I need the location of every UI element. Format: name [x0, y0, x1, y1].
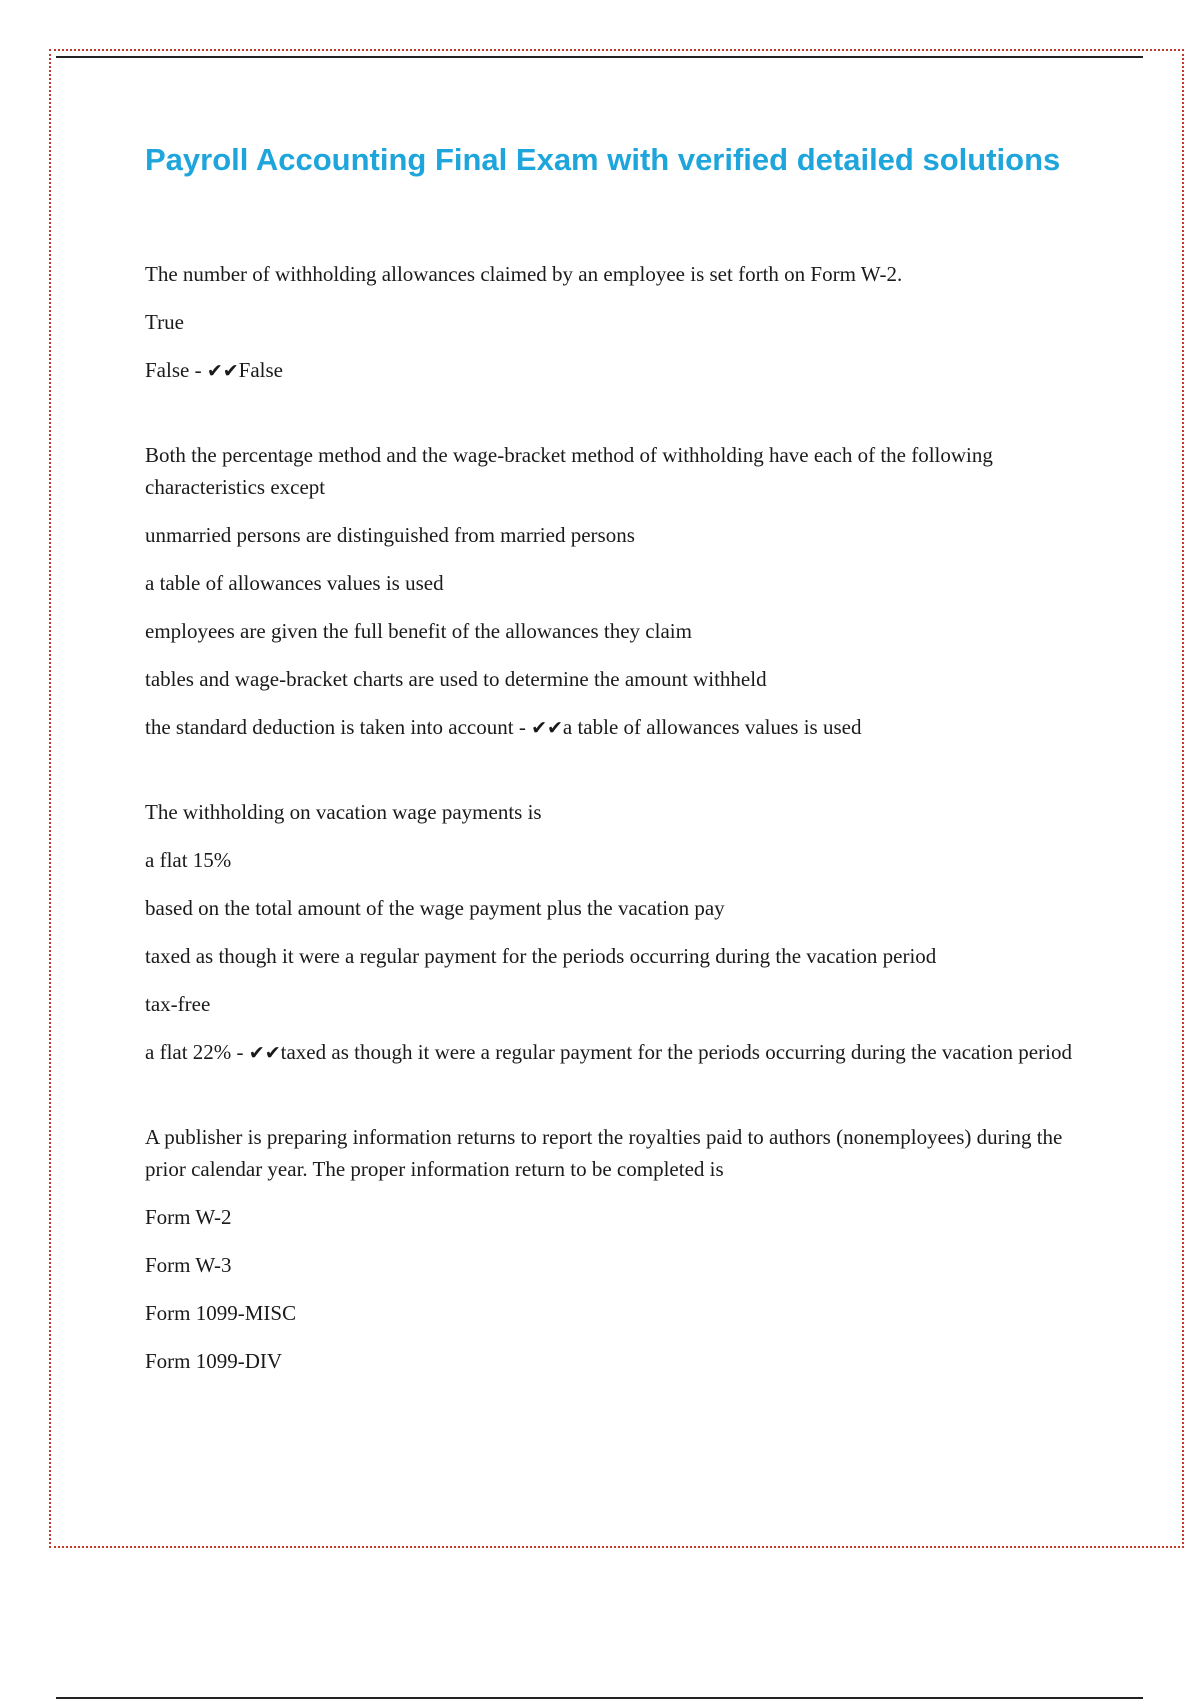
answer-option: taxed as though it were a regular payment for the periods occurring during the vacation period	[145, 944, 937, 969]
question-prompt: A publisher is preparing information returns to report the royalties paid to authors (nonemployees) during the prior calendar year. The proper information return to be completed is	[145, 1125, 1063, 1182]
question-prompt: Both the percentage method and the wage-bracket method of withholding have each of the following characteristics except	[145, 443, 993, 500]
header-rule	[56, 56, 1143, 58]
footer-rule	[56, 1697, 1143, 1699]
answer-option: a table of allowances values is used	[145, 571, 444, 596]
question-block	[145, 258, 1095, 387]
answer-option: unmarried persons are distinguished from married persons	[145, 523, 635, 548]
document-title: Payroll Accounting Final Exam with verified detailed solutions	[145, 142, 1061, 177]
answer-option: employees are given the full benefit of the allowances they claim	[145, 619, 692, 644]
document-body	[145, 140, 1095, 1429]
answer-separator: -	[189, 358, 207, 383]
correct-answer: taxed as though it were a regular payment for the periods occurring during the vacation period	[280, 1040, 1072, 1065]
answer-option-with-solution	[145, 354, 1095, 387]
correct-answer: a table of allowances values is used	[562, 715, 862, 740]
answer-separator: -	[231, 1040, 249, 1065]
check-mark-icon: ✔✔	[248, 1042, 281, 1065]
correct-answer: False	[238, 358, 283, 383]
answer-option: tax-free	[145, 992, 211, 1017]
answer-separator: -	[513, 715, 532, 740]
answer-option-with-solution	[145, 1036, 1095, 1069]
answer-option-text: False	[145, 358, 190, 383]
question-list	[145, 258, 1095, 1377]
question-block	[145, 1121, 1095, 1377]
answer-option: tables and wage-bracket charts are used to determine the amount withheld	[145, 667, 767, 692]
check-mark-icon: ✔✔	[206, 360, 239, 383]
question-prompt: The withholding on vacation wage payments is	[145, 800, 542, 825]
question-block	[145, 796, 1095, 1069]
answer-option: based on the total amount of the wage payment plus the vacation pay	[145, 896, 725, 921]
answer-option: Form 1099-DIV	[145, 1349, 283, 1374]
answer-option: Form W-3	[145, 1253, 232, 1278]
answer-option: Form 1099-MISC	[145, 1301, 297, 1326]
question-prompt: The number of withholding allowances claimed by an employee is set forth on Form W-2.	[145, 262, 903, 287]
check-mark-icon: ✔✔	[531, 717, 563, 740]
answer-option-text: a flat 22%	[145, 1040, 232, 1065]
answer-option: Form W-2	[145, 1205, 232, 1230]
answer-option: a flat 15%	[145, 848, 232, 873]
question-block	[145, 439, 1095, 744]
answer-option-with-solution	[145, 711, 1095, 744]
answer-option: True	[145, 310, 184, 335]
answer-option-text: the standard deduction is taken into account	[145, 715, 514, 740]
